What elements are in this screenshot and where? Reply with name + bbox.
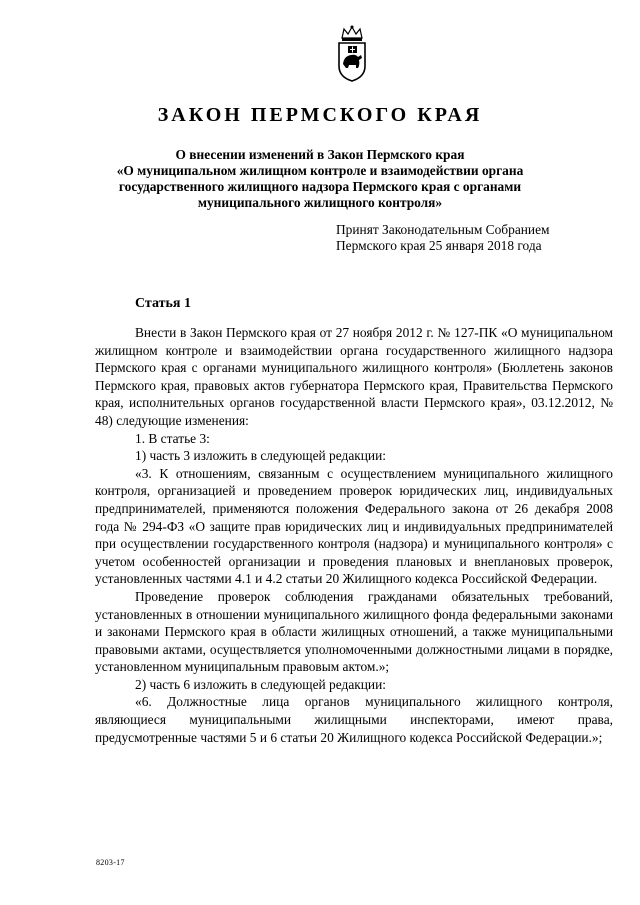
adoption-line: Пермского края 25 января 2018 года [336, 238, 542, 253]
perm-krai-coat-of-arms-icon [334, 24, 370, 82]
adoption-note [336, 222, 596, 254]
paragraph: Проведение проверок соблюдения гражданами обязательных требований, установленных в отношении муниципального жилищного фонда федеральными законами и законами Пермского края в области жилищных отношений, а также муниципальными правовыми актами, осуществляется уполномоченными должностными лицами в порядке, установленном муниципальным правовым актом.»; [95, 588, 613, 675]
law-title: ЗАКОН ПЕРМСКОГО КРАЯ [157, 104, 483, 126]
paragraph: Внести в Закон Пермского края от 27 ноября 2012 г. № 127-ПК «О муниципальном жилищном контроле и взаимодействии органа государственного жилищного надзора Пермского края с органами муниципального жилищного контроля» (Бюллетень законов Пермского края, правовых актов губернатора Пермского края, Правительства Пермского края, исполнительных органов государственной власти Пермского края», 03.12.2012, № 48) следующие изменения: [95, 325, 613, 428]
document-code: 8203-17 [96, 858, 125, 867]
paragraph: «3. К отношениям, связанным с осуществлением муниципального жилищного контроля, организацией и проведением проверок юридических лиц, индивидуальных предпринимателей, применяются положения Федерального закона от 26 декабря 2008 года № 294-ФЗ «О защите прав юридических лиц и индивидуальных предпринимателей при осуществлении государственного контроля (надзора) и муниципального контроля» с учетом особенностей организации и проведения плановых и внеплановых проверок, установленных частями 4.1 и 4.2 статьи 20 Жилищного кодекса Российской Федерации. [95, 465, 613, 587]
subtitle-line: О внесении изменений в Закон Пермского края [175, 147, 465, 162]
law-subtitle [110, 147, 530, 211]
paragraph: 2) часть 6 изложить в следующей редакции: [135, 676, 386, 692]
paragraph: 1) часть 3 изложить в следующей редакции: [135, 448, 386, 464]
subtitle-line: муниципального жилищного контроля» [197, 195, 443, 210]
adoption-line: Принят Законодательным Собранием [336, 222, 550, 237]
article-body [95, 324, 613, 746]
subtitle-line: государственного жилищного надзора Пермского края с органами [118, 179, 522, 194]
paragraph: 1. В статье 3: [135, 430, 210, 446]
paragraph: «6. Должностные лица органов муниципального жилищного контроля, являющиеся муниципальными жилищными инспекторами, имеют права, предусмотренные частями 5 и 6 статьи 20 Жилищного кодекса Российской Федерации.»; [95, 694, 613, 745]
subtitle-line: «О муниципальном жилищном контроле и взаимодействии органа [116, 163, 524, 178]
article-title: Статья 1 [135, 296, 191, 311]
